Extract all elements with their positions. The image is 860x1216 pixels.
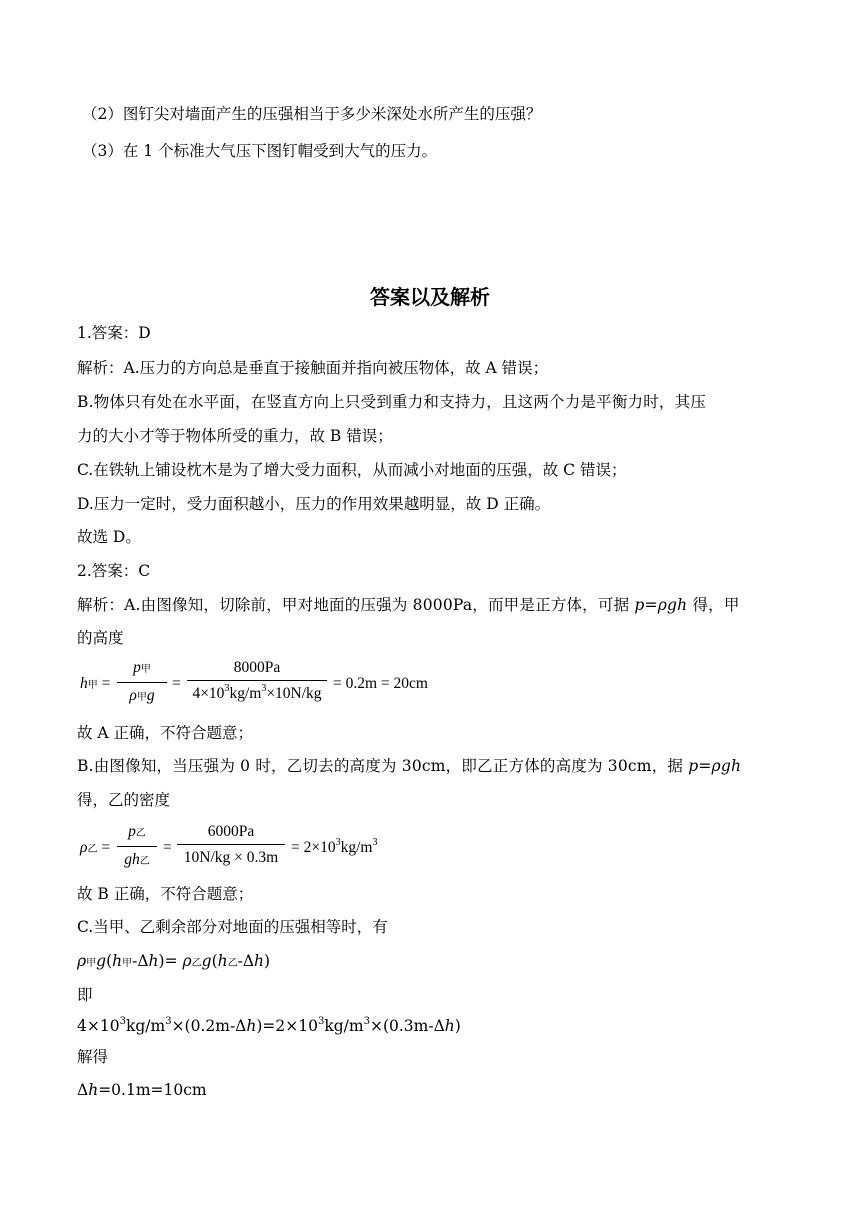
analysis-1-c: C.在铁轨上铺设枕木是为了增大受力面积，从而减小对地面的压强，故 C 错误； (77, 461, 627, 479)
section-title: 答案以及解析 (370, 285, 490, 309)
label-ji: 即 (77, 986, 93, 1004)
analysis-2-b-line1 (77, 756, 741, 776)
analysis-2-a-line1 (77, 595, 740, 615)
equation-pressure-equal: ρ甲g(h甲-Δh)= ρ乙g(h乙-Δh) (77, 952, 271, 970)
equation-result: Δh=0.1m=10cm (77, 1081, 207, 1099)
analysis-1-b-line2: 力的大小才等于物体所受的重力，故 B 错误； (77, 427, 393, 445)
formula-result: = 0.2m = 20cm (333, 675, 428, 692)
analysis-2-a-text-end: 得，甲 (687, 596, 740, 614)
question-2: （2）图钉尖对墙面产生的压强相当于多少米深处水所产生的压强？ (82, 105, 542, 123)
formula-inline-2: p=ρgh (688, 757, 742, 775)
analysis-2-a-text: 解析：A.由图像知，切除前，甲对地面的压强为 8000Pa，而甲是正方体，可据 (77, 596, 635, 614)
analysis-1-a: 解析：A.压力的方向总是垂直于接触面并指向被压物体，故 A 错误； (77, 359, 549, 377)
analysis-2-a-line2: 的高度 (77, 629, 124, 647)
fraction-numeric: 8000Pa $4\times 10^3kg/m^3\times 10N/kg$ (187, 658, 327, 704)
formula2-result: = $2\times 10^3kg/m^3$ (291, 837, 378, 856)
equation-substituted: $4\times 10^3kg/m^3\times(0.2m-\Delta h)=2\times 10^3kg/m^3\times(0.3m-\Delta h)$ (77, 1016, 461, 1035)
analysis-2-c: C.当甲、乙剩余部分对地面的压强相等时，有 (77, 918, 388, 936)
formula2-equals: = (163, 839, 172, 856)
question-3: （3）在 1 个标准大气压下图钉帽受到大气的压力。 (82, 142, 438, 160)
analysis-1-b-line1: B.物体只有处在水平面，在竖直方向上只受到重力和支持力，且这两个力是平衡力时，其压 (77, 393, 707, 411)
choice-1: 故选 D。 (77, 528, 141, 546)
fraction-symbolic: p甲 ρ甲g (117, 658, 167, 708)
formula-equals: = (172, 675, 181, 692)
answer-2: 2.答案：C (77, 562, 151, 580)
conclusion-2-b: 故 B 正确，不符合题意； (77, 885, 254, 903)
formula2-lhs: ρ乙 = (80, 839, 111, 856)
analysis-2-b-text: B.由图像知，当压强为 0 时，乙切去的高度为 30cm，即乙正方体的高度为 30cm，据 (77, 757, 689, 775)
density-formula (77, 822, 477, 874)
fraction2-numeric: 6000Pa 10N/kg × 0.3m (177, 822, 285, 868)
height-formula (77, 658, 477, 710)
analysis-2-b-line2: 得，乙的密度 (77, 791, 171, 809)
analysis-1-d: D.压力一定时，受力面积越小，压力的作用效果越明显，故 D 正确。 (77, 495, 551, 513)
fraction2-symbolic: p乙 gh乙 (117, 822, 157, 872)
formula-inline: p=ρgh (634, 596, 688, 614)
label-jiede: 解得 (77, 1048, 109, 1066)
conclusion-2-a: 故 A 正确，不符合题意； (77, 724, 254, 742)
formula-lhs: h甲 = (80, 675, 111, 692)
answer-1: 1.答案：D (77, 324, 151, 342)
